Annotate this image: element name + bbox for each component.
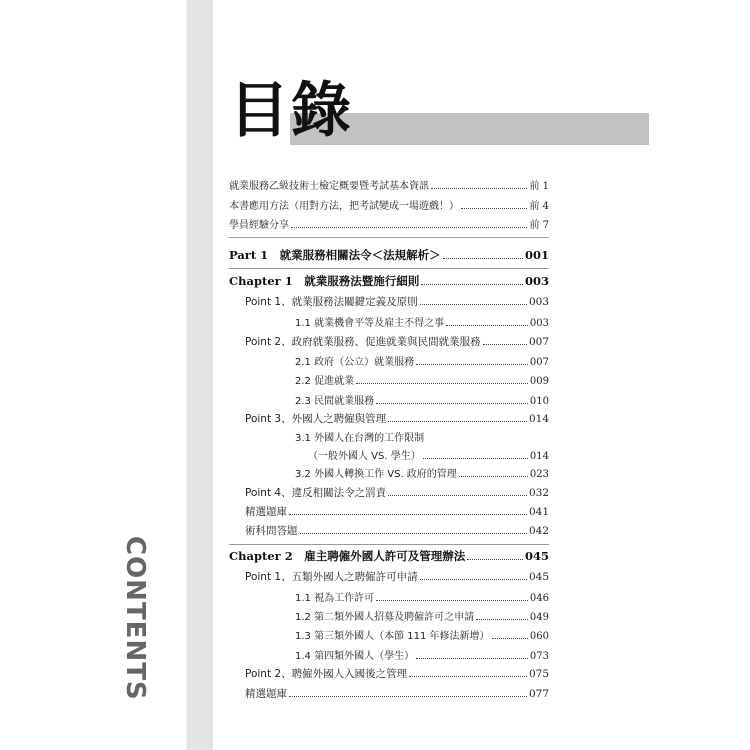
toc-entry-student-sharing	[229, 216, 549, 232]
toc-entry-book-usage	[229, 197, 549, 213]
toc-entry-page: 001	[524, 248, 549, 262]
section-divider	[229, 544, 549, 545]
contents-vertical-label: CONTENTS	[120, 536, 150, 701]
leader-dots	[409, 668, 527, 677]
toc-entry-text: 2.3 民間就業服務	[295, 396, 375, 407]
leader-dots	[376, 395, 528, 404]
leader-dots	[483, 336, 527, 345]
toc-entry-page: 073	[529, 651, 549, 662]
toc-entry-page: 007	[528, 336, 549, 348]
toc-entry-text: Point 2、聘僱外國人入國後之管理	[245, 668, 408, 680]
toc-entry-text: Part 1 就業服務相關法令＜法規解析＞	[229, 248, 441, 262]
toc-entry-page: 前 7	[529, 220, 549, 231]
leader-dots	[420, 571, 527, 580]
leader-dots	[492, 630, 528, 639]
toc-entry-exam-info	[229, 177, 549, 193]
toc-part-1	[229, 247, 549, 263]
toc-entry-page: 009	[529, 376, 549, 387]
leader-dots	[467, 551, 523, 560]
leader-dots	[300, 525, 527, 534]
toc-chapter-1	[229, 273, 549, 289]
leader-dots	[416, 356, 528, 365]
toc-entry-page: 049	[529, 612, 549, 623]
toc-entry-text: 就業服務乙級技術士檢定概要暨考試基本資訊	[229, 181, 429, 192]
toc-chapter-2	[229, 548, 549, 564]
toc-entry-text-2: （一般外國人 VS. 學生）	[308, 451, 421, 462]
toc-entry-text: Chapter 2 雇主聘僱外國人許可及管理辦法	[229, 549, 466, 563]
leader-dots	[421, 276, 523, 285]
leader-dots	[420, 296, 527, 305]
leader-dots	[443, 250, 523, 259]
toc-point	[245, 334, 549, 350]
toc-entry-page: 023	[529, 469, 549, 480]
toc-entry-text: Chapter 1 就業服務法暨施行細則	[229, 274, 420, 288]
toc-entry-page: 003	[529, 318, 549, 329]
leader-dots	[356, 375, 528, 384]
toc-entry-text: 2.2 促進就業	[295, 376, 355, 387]
toc-entry-text: 3.2 外國人轉換工作 VS. 政府的管理	[295, 469, 457, 480]
leader-dots	[291, 219, 527, 228]
toc-point	[245, 569, 549, 585]
toc-point	[245, 523, 549, 539]
toc-entry-page: 014	[528, 413, 549, 425]
leader-dots	[431, 180, 527, 189]
toc-point	[245, 485, 549, 501]
toc-point	[245, 504, 549, 520]
toc-entry-page: 007	[529, 357, 549, 368]
toc-entry-page: 045	[528, 571, 549, 583]
page-title: 目錄	[229, 76, 353, 146]
toc-subsection	[295, 465, 549, 481]
toc-point	[245, 411, 549, 427]
toc-entry-text: 3.1 外國人在台灣的工作限制	[295, 433, 425, 444]
leader-dots	[388, 487, 527, 496]
toc-entry-text: 1.3 第三類外國人（本節 111 年修法新增）	[295, 631, 490, 642]
toc-point	[245, 666, 549, 682]
toc-entry-page: 010	[529, 396, 549, 407]
leader-dots	[416, 650, 528, 659]
toc-entry-page: 060	[529, 631, 549, 642]
toc-subsection	[295, 608, 549, 624]
toc-entry-text: 精選題庫	[245, 688, 287, 700]
toc-entry-text: 本書應用方法（用對方法，把考試變成一場遊戲！）	[229, 201, 459, 212]
leader-dots	[289, 506, 527, 515]
section-divider	[229, 268, 549, 269]
toc-entry-page: 045	[524, 549, 549, 563]
toc-entry-text: 精選題庫	[245, 506, 287, 518]
toc-entry-page: 077	[528, 688, 549, 700]
toc-entry-text: Point 2、政府就業服務、促進就業與民間就業服務	[245, 336, 481, 348]
toc-entry-text: 1.4 第四類外國人（學生）	[295, 651, 415, 662]
toc-entry-text: 1.1 就業機會平等及雇主不得之事	[295, 318, 445, 329]
toc-entry-page: 032	[528, 487, 549, 499]
leader-dots	[289, 688, 527, 697]
toc-entry-text: Point 4、違反相關法令之罰責	[245, 487, 387, 499]
toc-subsection-multiline	[295, 431, 549, 463]
leader-dots	[376, 592, 528, 601]
leader-dots	[446, 317, 528, 326]
section-divider	[229, 237, 549, 238]
toc-entry-page: 046	[529, 593, 549, 604]
toc-point	[245, 686, 549, 702]
toc-entry-page: 003	[524, 274, 549, 288]
toc-subsection	[295, 647, 549, 663]
toc-subsection	[295, 314, 549, 330]
toc-subsection	[295, 392, 549, 408]
toc-entry-page: 014	[529, 451, 549, 462]
toc-entry-page: 003	[528, 296, 549, 308]
toc-entry-page: 075	[528, 668, 549, 680]
toc-entry-text: 術科問答題	[245, 525, 298, 537]
leader-dots	[461, 200, 527, 209]
toc-subsection	[295, 627, 549, 643]
leader-dots	[476, 611, 528, 620]
toc-entry-page: 042	[528, 525, 549, 537]
leader-dots	[423, 450, 528, 459]
leader-dots	[388, 413, 527, 422]
toc-entry-page: 041	[528, 506, 549, 518]
toc-entry-text: 1.2 第二類外國人招募及聘僱許可之申請	[295, 612, 475, 623]
toc-entry-text: Point 1、五類外國人之聘僱許可申請	[245, 571, 418, 583]
leader-dots	[459, 468, 528, 477]
toc-entry-second-line	[295, 447, 549, 463]
side-margin-band	[0, 0, 213, 750]
toc-subsection	[295, 372, 549, 388]
toc-entry-text: 2.1 政府（公立）就業服務	[295, 357, 415, 368]
toc-entry-page: 前 4	[529, 201, 549, 212]
toc-point	[245, 294, 549, 310]
toc-subsection	[295, 353, 549, 369]
toc-entry-text: Point 1、就業服務法關鍵定義及原則	[245, 296, 418, 308]
toc-subsection	[295, 589, 549, 605]
toc-entry-text: Point 3、外國人之聘僱與管理	[245, 413, 387, 425]
toc-entry-text: 1.1 視為工作許可	[295, 593, 375, 604]
toc-entry-text: 學員經驗分享	[229, 220, 289, 231]
toc-entry-page: 前 1	[529, 181, 549, 192]
